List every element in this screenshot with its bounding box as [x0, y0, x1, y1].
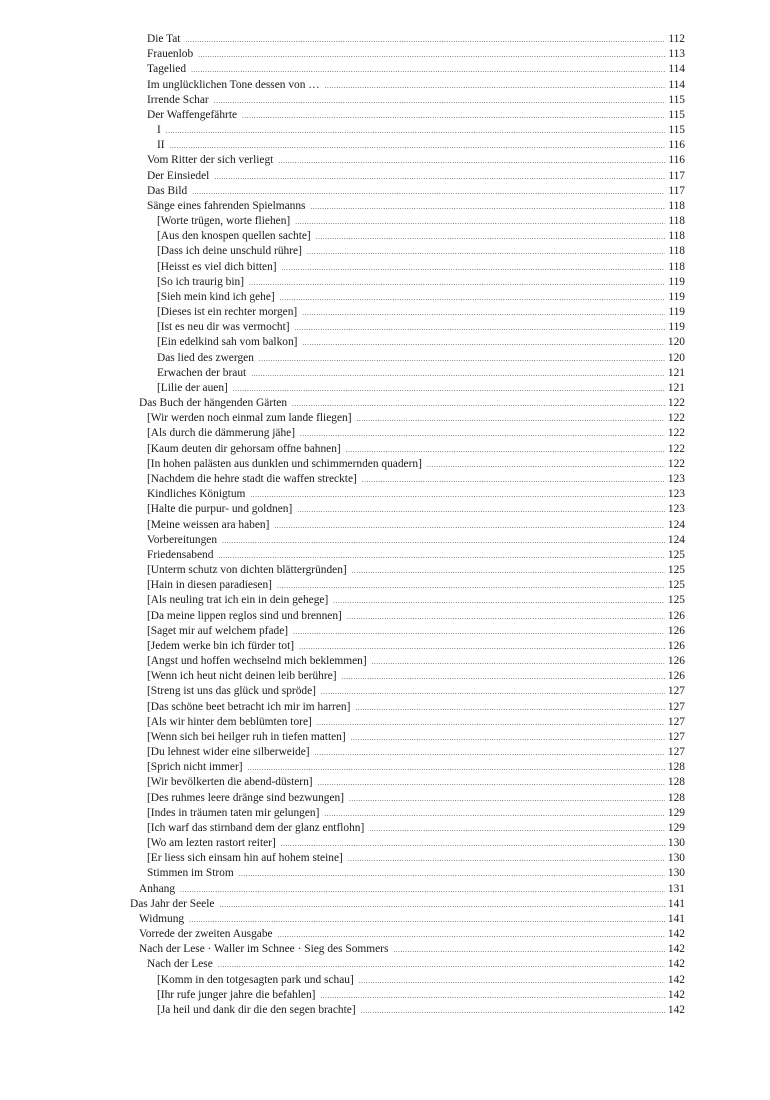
toc-entry-page-number: 128 [667, 776, 685, 789]
dot-leader [189, 913, 665, 928]
toc-entry-title: Nach der Lese · Waller im Schnee · Sieg des Sommers [139, 943, 389, 956]
toc-entry-page-number: 129 [667, 821, 685, 834]
toc-entry-title: [Angst und hoffen wechselnd mich beklemmen] [147, 655, 367, 668]
dot-leader [218, 549, 664, 564]
toc-entry-title: [Sieh mein kind ich gehe] [157, 290, 275, 303]
toc-entry[interactable] [157, 366, 685, 381]
toc-entry[interactable] [147, 593, 685, 608]
toc-entry-page-number: 119 [668, 290, 685, 303]
toc-entry[interactable] [157, 381, 685, 396]
dot-leader [297, 503, 665, 518]
toc-entry-title: [Dass ich deine unschuld rühre] [157, 245, 302, 258]
dot-leader [170, 139, 666, 154]
toc-entry-title: [Wir werden noch einmal zum lande fliegen] [147, 412, 352, 425]
toc-entry[interactable] [147, 821, 685, 836]
toc-entry[interactable] [130, 897, 685, 912]
table-of-contents [0, 32, 770, 1018]
toc-entry-title: Friedensabend [147, 548, 214, 561]
dot-leader [292, 397, 665, 412]
dot-leader [282, 261, 666, 276]
toc-entry-page-number: 127 [667, 715, 685, 728]
toc-entry-page-number: 119 [668, 321, 685, 334]
toc-entry-title: II [157, 139, 165, 152]
dot-leader [302, 306, 665, 321]
dot-leader [218, 958, 665, 973]
toc-entry-page-number: 115 [668, 124, 685, 137]
toc-entry[interactable] [147, 502, 685, 517]
toc-entry-title: [Das schöne beet betracht ich mir im harren] [147, 700, 351, 713]
toc-entry[interactable] [147, 426, 685, 441]
toc-entry[interactable] [147, 518, 685, 533]
toc-entry-page-number: 127 [667, 746, 685, 759]
toc-entry-title: [Ihr rufe junger jahre die befahlen] [157, 988, 316, 1001]
dot-leader [347, 610, 665, 625]
toc-entry-page-number: 118 [668, 215, 685, 228]
dot-leader [302, 336, 664, 351]
toc-entry[interactable] [147, 442, 685, 457]
toc-entry-page-number: 115 [668, 108, 685, 121]
toc-entry-page-number: 114 [668, 78, 685, 91]
toc-entry[interactable] [157, 320, 685, 335]
toc-entry-title: [Heisst es viel dich bitten] [157, 260, 277, 273]
toc-entry-title: Irrende Schar [147, 93, 209, 106]
toc-entry-title: Tagelied [147, 63, 187, 76]
toc-entry[interactable] [147, 806, 685, 821]
dot-leader [274, 519, 665, 534]
toc-entry-page-number: 116 [668, 154, 685, 167]
dot-leader [233, 382, 665, 397]
toc-entry-title: [Unterm schutz von dichten blättergründen] [147, 564, 347, 577]
toc-entry-title: [Kaum deuten dir gehorsam offne bahnen] [147, 442, 341, 455]
toc-entry[interactable] [139, 927, 685, 942]
toc-entry-title: Die Tat [147, 33, 181, 45]
dot-leader [299, 640, 665, 655]
dot-leader [185, 33, 665, 48]
toc-entry-title: [Des ruhmes leere dränge sind bezwungen] [147, 791, 345, 804]
toc-entry[interactable] [147, 62, 685, 77]
dot-leader [180, 883, 665, 898]
dot-leader [242, 109, 665, 124]
dot-leader [295, 215, 665, 230]
toc-entry[interactable] [147, 624, 685, 639]
toc-entry-page-number: 123 [667, 503, 685, 516]
toc-entry-page-number: 130 [667, 852, 685, 865]
toc-entry-title: Kindliches Königtum [147, 488, 246, 501]
toc-entry[interactable] [147, 609, 685, 624]
toc-entry[interactable] [139, 942, 685, 957]
toc-entry[interactable] [147, 700, 685, 715]
toc-entry[interactable] [157, 214, 685, 229]
toc-entry-title: [Ist es neu dir was vermocht] [157, 321, 290, 334]
toc-entry[interactable] [147, 791, 685, 806]
toc-entry-title: [Ja heil und dank dir die den segen brachte] [157, 1004, 356, 1016]
toc-entry-page-number: 120 [667, 336, 685, 349]
toc-entry-page-number: 126 [667, 655, 685, 668]
toc-entry-page-number: 130 [667, 837, 685, 850]
toc-entry[interactable] [157, 260, 685, 275]
toc-entry[interactable] [147, 684, 685, 699]
toc-entry-page-number: 142 [667, 943, 685, 956]
toc-entry-page-number: 121 [667, 381, 685, 394]
toc-entry-page-number: 112 [668, 33, 685, 45]
dot-leader [239, 867, 665, 882]
dot-leader [372, 655, 665, 670]
dot-leader [295, 321, 666, 336]
toc-entry-page-number: 128 [667, 791, 685, 804]
dot-leader [355, 701, 665, 716]
toc-entry-title: Erwachen der braut [157, 366, 247, 379]
toc-entry[interactable] [147, 472, 685, 487]
dot-leader [214, 170, 665, 185]
toc-entry[interactable] [139, 882, 685, 897]
dot-leader [315, 746, 665, 761]
toc-entry-page-number: 118 [668, 230, 685, 243]
toc-entry-title: Sänge eines fahrenden Spielmanns [147, 199, 306, 212]
dot-leader [300, 427, 665, 442]
toc-entry-title: Im unglücklichen Tone dessen von … [147, 78, 320, 91]
toc-entry[interactable] [147, 47, 685, 62]
toc-entry-title: [Er liess sich einsam hin auf hohem steine] [147, 852, 343, 865]
toc-entry-page-number: 122 [667, 412, 685, 425]
dot-leader [278, 928, 665, 943]
toc-entry[interactable] [147, 32, 685, 47]
toc-entry-title: Vorbereitungen [147, 533, 218, 546]
toc-entry[interactable] [147, 775, 685, 790]
toc-entry-page-number: 118 [668, 260, 685, 273]
dot-leader [278, 154, 665, 169]
dot-leader [320, 989, 664, 1004]
toc-entry-title: [Sprich nicht immer] [147, 761, 243, 774]
toc-entry[interactable] [147, 78, 685, 93]
dot-leader [259, 352, 665, 367]
dot-leader [349, 792, 665, 807]
toc-entry-page-number: 130 [667, 867, 685, 880]
toc-entry[interactable] [147, 866, 685, 881]
toc-entry-page-number: 118 [668, 199, 685, 212]
toc-entry[interactable] [147, 199, 685, 214]
toc-entry[interactable] [157, 351, 685, 366]
dot-leader [214, 94, 666, 109]
toc-entry-title: Das Bild [147, 184, 188, 197]
dot-leader [427, 458, 665, 473]
toc-entry-page-number: 119 [668, 275, 685, 288]
toc-entry-page-number: 117 [668, 184, 685, 197]
toc-entry-page-number: 117 [668, 169, 685, 182]
dot-leader [348, 852, 665, 867]
toc-entry-title: [Saget mir auf welchem pfade] [147, 624, 289, 637]
dot-leader [277, 579, 665, 594]
toc-entry-page-number: 122 [667, 397, 685, 410]
toc-entry-title: Vom Ritter der sich verliegt [147, 154, 274, 167]
toc-entry[interactable] [147, 578, 685, 593]
toc-entry[interactable] [147, 715, 685, 730]
toc-entry-title: [Aus den knospen quellen sachte] [157, 230, 311, 243]
toc-entry-page-number: 116 [668, 139, 685, 152]
toc-entry[interactable] [147, 169, 685, 184]
toc-entry-title: [Meine weissen ara haben] [147, 518, 270, 531]
toc-entry-page-number: 120 [667, 351, 685, 364]
dot-leader [219, 898, 664, 913]
toc-entry-title: [Hain in diesen paradiesen] [147, 579, 272, 592]
toc-entry-page-number: 114 [668, 63, 685, 76]
dot-leader [369, 822, 665, 837]
toc-entry[interactable] [157, 988, 685, 1003]
toc-entry[interactable] [139, 396, 685, 411]
toc-entry-page-number: 142 [667, 958, 685, 971]
toc-entry[interactable] [157, 229, 685, 244]
dot-leader [317, 716, 665, 731]
dot-leader [281, 837, 665, 852]
toc-entry-title: I [157, 124, 161, 137]
dot-leader [352, 564, 665, 579]
toc-entry-page-number: 125 [667, 564, 685, 577]
toc-entry-title: [Halte die purpur- und goldnen] [147, 503, 293, 516]
toc-entry-page-number: 124 [667, 533, 685, 546]
dot-leader [251, 367, 665, 382]
toc-entry-title: Frauenlob [147, 48, 194, 61]
toc-entry[interactable] [147, 93, 685, 108]
toc-entry-page-number: 142 [667, 988, 685, 1001]
toc-entry-title: Stimmen im Strom [147, 867, 234, 880]
dot-leader [198, 48, 665, 63]
toc-entry-title: Anhang [139, 882, 176, 895]
toc-entry-page-number: 115 [668, 93, 685, 106]
dot-leader [361, 1004, 665, 1019]
toc-entry-title: [In hohen palästen aus dunklen und schimmernden quadern] [147, 457, 422, 470]
toc-entry[interactable] [147, 745, 685, 760]
dot-leader [324, 807, 665, 822]
toc-entry[interactable] [157, 1003, 685, 1018]
dot-leader [250, 488, 665, 503]
dot-leader [222, 534, 665, 549]
toc-entry-title: [Dieses ist ein rechter morgen] [157, 306, 298, 319]
dot-leader [318, 776, 665, 791]
toc-entry-page-number: 142 [667, 973, 685, 986]
toc-entry-title: Der Waffengefährte [147, 108, 238, 121]
dot-leader [362, 473, 665, 488]
toc-entry-title: Widmung [139, 912, 185, 925]
toc-entry-page-number: 142 [667, 1004, 685, 1016]
toc-entry-title: [Da meine lippen reglos sind und brennen] [147, 609, 342, 622]
toc-entry-page-number: 125 [667, 548, 685, 561]
toc-entry[interactable] [157, 244, 685, 259]
toc-entry-page-number: 142 [667, 928, 685, 941]
toc-entry-page-number: 127 [667, 730, 685, 743]
toc-entry[interactable] [147, 153, 685, 168]
toc-entry[interactable] [147, 836, 685, 851]
toc-entry-title: Vorrede der zweiten Ausgabe [139, 928, 273, 941]
toc-entry-title: [Wenn ich heut nicht deinen leib berühre] [147, 670, 337, 683]
toc-entry[interactable] [147, 487, 685, 502]
toc-entry[interactable] [147, 548, 685, 563]
dot-leader [316, 230, 666, 245]
toc-entry-title: [Ein edelkind sah vom balkon] [157, 336, 298, 349]
toc-entry-page-number: 125 [667, 594, 685, 607]
toc-entry[interactable] [147, 639, 685, 654]
toc-entry-title: [Jedem werke bin ich fürder tot] [147, 639, 295, 652]
toc-entry-title: [Als durch die dämmerung jähe] [147, 427, 296, 440]
toc-entry-page-number: 128 [667, 761, 685, 774]
toc-entry-title: [Als neuling trat ich ein in dein gehege] [147, 594, 329, 607]
toc-entry-page-number: 122 [667, 457, 685, 470]
toc-entry-page-number: 113 [668, 48, 685, 61]
dot-leader [351, 731, 665, 746]
dot-leader [325, 79, 666, 94]
toc-entry-page-number: 121 [667, 366, 685, 379]
dot-leader [393, 943, 665, 958]
toc-entry[interactable] [157, 290, 685, 305]
toc-entry[interactable] [157, 335, 685, 350]
toc-entry[interactable] [157, 973, 685, 988]
toc-entry-page-number: 118 [668, 245, 685, 258]
dot-leader [293, 625, 665, 640]
dot-leader [280, 291, 666, 306]
toc-entry-title: [Als wir hinter dem beblümten tore] [147, 715, 312, 728]
toc-entry-page-number: 119 [668, 306, 685, 319]
toc-entry-title: [Worte trügen, worte fliehen] [157, 215, 291, 228]
toc-entry-title: [Ich warf das stirnband dem der glanz entflohn] [147, 821, 365, 834]
toc-entry-title: [Du lehnest wider eine silberweide] [147, 746, 310, 759]
toc-entry[interactable] [147, 108, 685, 123]
toc-entry-page-number: 123 [667, 488, 685, 501]
toc-entry-title: Das Buch der hängenden Gärten [139, 397, 288, 410]
toc-entry[interactable] [157, 305, 685, 320]
toc-entry-title: [Wir bevölkerten die abend-düstern] [147, 776, 313, 789]
toc-entry-title: Das Jahr der Seele [130, 897, 215, 910]
toc-entry-page-number: 141 [667, 897, 685, 910]
toc-entry[interactable] [139, 912, 685, 927]
toc-entry-page-number: 131 [667, 882, 685, 895]
toc-entry-title: [Wenn sich bei heilger ruh in tiefen matten] [147, 730, 346, 743]
dot-leader [249, 276, 665, 291]
toc-entry-title: Das lied des zwergen [157, 351, 254, 364]
toc-entry-page-number: 141 [667, 912, 685, 925]
toc-entry-page-number: 129 [667, 806, 685, 819]
toc-entry-title: [Wo am lezten rastort reiter] [147, 837, 276, 850]
dot-leader [307, 245, 665, 260]
toc-entry-page-number: 126 [667, 670, 685, 683]
dot-leader [359, 974, 665, 989]
toc-entry[interactable] [147, 411, 685, 426]
toc-entry-title: [Lilie der auen] [157, 381, 228, 394]
dot-leader [346, 443, 665, 458]
dot-leader [248, 761, 665, 776]
toc-entry[interactable] [147, 730, 685, 745]
toc-entry[interactable] [147, 563, 685, 578]
toc-entry-page-number: 122 [667, 427, 685, 440]
toc-entry-page-number: 122 [667, 442, 685, 455]
toc-entry[interactable] [147, 654, 685, 669]
toc-entry-page-number: 126 [667, 624, 685, 637]
toc-entry[interactable] [147, 851, 685, 866]
toc-entry-title: [Indes in träumen taten mir gelungen] [147, 806, 320, 819]
dot-leader [333, 594, 665, 609]
toc-entry-title: Nach der Lese [147, 958, 213, 971]
toc-entry[interactable] [147, 457, 685, 472]
dot-leader [357, 412, 665, 427]
toc-entry-title: [Nachdem die hehre stadt die waffen streckte] [147, 472, 357, 485]
toc-entry-title: [Komm in den totgesagten park und schau] [157, 973, 354, 986]
toc-entry[interactable] [147, 533, 685, 548]
toc-entry[interactable] [157, 275, 685, 290]
toc-entry[interactable] [157, 138, 685, 153]
toc-entry[interactable] [147, 669, 685, 684]
dot-leader [192, 185, 665, 200]
toc-entry[interactable] [147, 760, 685, 775]
dot-leader [191, 63, 665, 78]
toc-entry-page-number: 123 [667, 472, 685, 485]
dot-leader [342, 670, 665, 685]
toc-entry-page-number: 127 [667, 700, 685, 713]
toc-entry-page-number: 126 [667, 639, 685, 652]
dot-leader [166, 124, 666, 139]
dot-leader [321, 685, 665, 700]
dot-leader [310, 200, 665, 215]
toc-entry-page-number: 126 [667, 609, 685, 622]
toc-entry-page-number: 125 [667, 579, 685, 592]
toc-entry-title: [So ich traurig bin] [157, 275, 244, 288]
toc-entry[interactable] [147, 957, 685, 972]
toc-entry-title: Der Einsiedel [147, 169, 210, 182]
toc-entry[interactable] [147, 184, 685, 199]
toc-entry-page-number: 127 [667, 685, 685, 698]
toc-entry-title: [Streng ist uns das glück und spröde] [147, 685, 316, 698]
toc-entry[interactable] [157, 123, 685, 138]
toc-entry-page-number: 124 [667, 518, 685, 531]
